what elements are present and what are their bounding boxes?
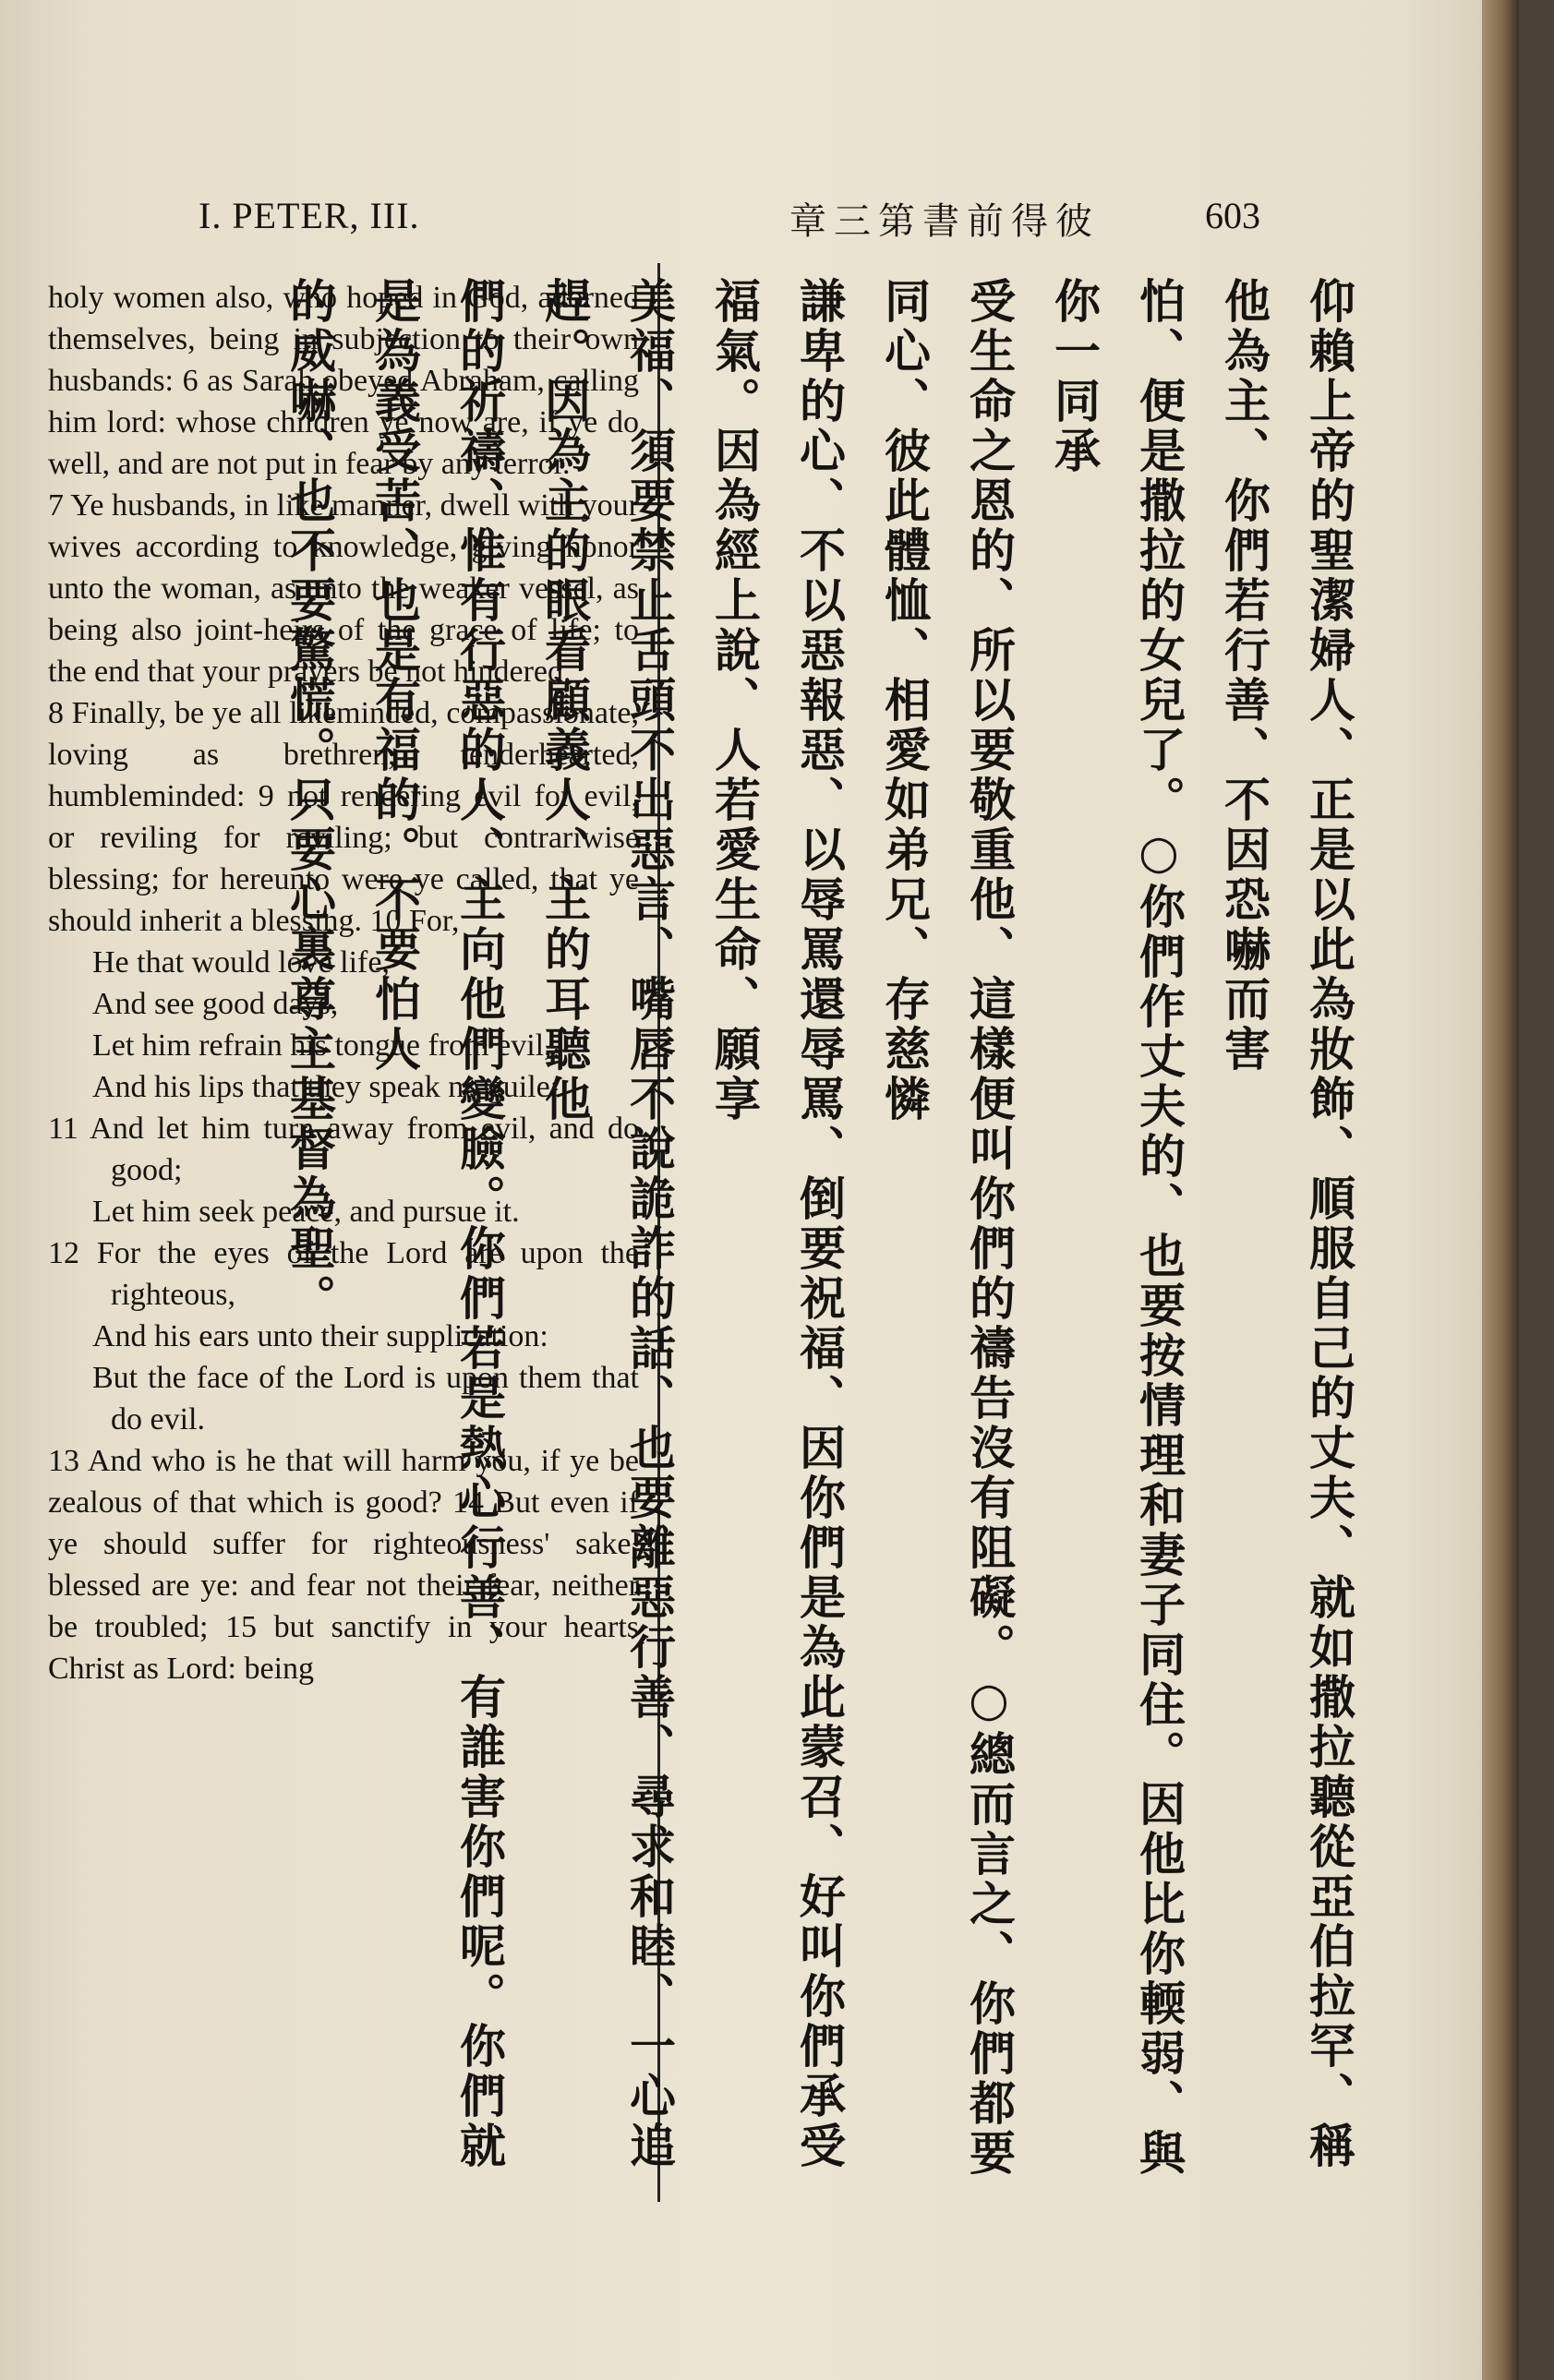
- english-paragraph: 8 Finally, be ye all likeminded, compassionate, loving as brethren, tenderhearted, humbleminded: 9 not rendering evil for evil, or reviling for reviling; but contrariwise blessing; for hereunto were ye called, that ye should inherit a blessing. 10 For,: [48, 696, 639, 938]
- chinese-line: 美福、須要禁止舌頭不出惡言、嘴唇不說詭詐的話、也要離惡行善、尋求和睦、一心追趕。因為主的眼看顧義人、主的耳聽他: [537, 277, 676, 2171]
- chinese-line: 怕、便是撒拉的女兒了。○你們作丈夫的、也要按情理和妻子同住。因他比你輭弱、與你一同承: [1047, 277, 1186, 2179]
- poetry-line: And see good days,: [92, 987, 339, 1021]
- english-paragraph: holy women also, who hoped in God, adorned themselves, being in subjection to their own husbands: 6 as Sarah obeyed Abraham, calling him lord: whose children ye now are, if ye do well, and are not put in fear by any terror.: [48, 281, 639, 481]
- english-paragraph: 7 Ye husbands, in like manner, dwell with your wives according to knowledge, giving honor unto the woman, as unto the weaker vessel, as being also joint-heirs of the grace of life; to the end that your prayers be not hindered.: [48, 488, 639, 689]
- english-paragraph: 13 And who is he that will harm you, if ye be zealous of that which is good? 14 But even if ye should suffer for righteousness' sake, blessed are ye: and fear not their fear, neither be troubled; 15 but sanctify in your hearts Christ as Lord: being: [48, 1444, 639, 1686]
- page-number: 603: [1205, 195, 1260, 236]
- page-edge: [1482, 0, 1519, 2380]
- chinese-line: 受生命之恩的、所以要敬重他、這樣便叫你們的禱告沒有阻礙。○總而言之、你們都要同心、彼此體恤、相愛如弟兄、存慈憐: [877, 277, 1016, 2179]
- chinese-line: 們的祈禱、惟有行惡的人、主向他們變臉。你們若是熱心行善、有誰害你們呢。你們就是為義受苦、也是有福的。不要怕人: [367, 277, 506, 2171]
- chinese-line: 的威嚇、也不要驚慌。只要心裏尊主基督為聖。: [283, 277, 336, 1324]
- poetry-line: 11 And let him turn away from evil, and do good;: [48, 1112, 639, 1187]
- poetry-line: And his ears unto their supplication:: [92, 1319, 548, 1353]
- poetry-line: He that would love life,: [92, 945, 390, 980]
- poetry-line: Let him refrain his tongue from evil,: [92, 1028, 552, 1063]
- poetry-line: 12 For the eyes of the Lord are upon the righteous,: [48, 1236, 639, 1312]
- poetry-line: But the face of the Lord is upon them that do evil.: [92, 1361, 639, 1436]
- poetry-line: Let him seek peace, and pursue it.: [92, 1195, 520, 1229]
- chinese-line: 仰賴上帝的聖潔婦人、正是以此為妝飾、順服自己的丈夫、就如撒拉聽從亞伯拉罕、稱他為主、你們若行善、不因恐嚇而害: [1217, 277, 1355, 2171]
- poetry-line: And his lips that they speak no guile:: [92, 1070, 560, 1104]
- chinese-line: 謙卑的心、不以惡報惡、以辱罵還辱罵、倒要祝福、因你們是為此蒙召、好叫你們承受福氣。因為經上說、人若愛生命、願享: [707, 277, 846, 2171]
- running-head-english: I. PETER, III.: [199, 195, 420, 236]
- running-head-chinese: 章三第書前得彼: [789, 200, 1100, 243]
